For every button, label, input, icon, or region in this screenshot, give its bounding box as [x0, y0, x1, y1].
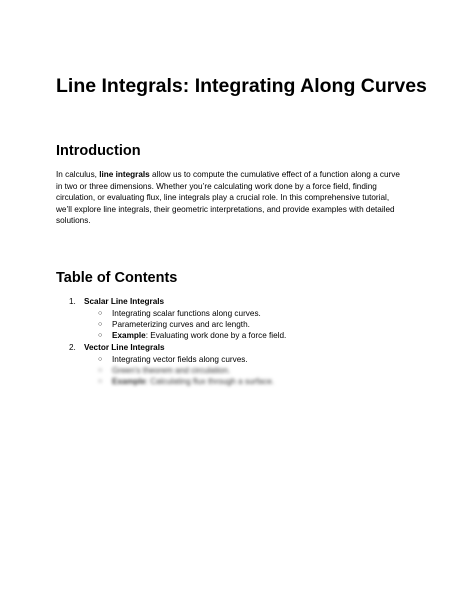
paragraph-line: solutions.: [56, 216, 91, 226]
toc-item-number: 1.: [69, 297, 76, 306]
toc-subitem-text: Parameterizing curves and arc length.: [112, 320, 250, 329]
introduction-paragraph: [56, 169, 426, 227]
hollow-bullet-icon: ○: [98, 356, 103, 363]
hollow-bullet-icon: ○: [98, 378, 103, 385]
toc-item-number: 2.: [69, 343, 76, 352]
toc-subitem-text: Integrating vector fields along curves.: [112, 355, 248, 364]
toc-item-title: Vector Line Integrals: [84, 343, 165, 352]
toc-subitem-text: Example: Evaluating work done by a force field.: [112, 331, 287, 340]
toc-subitem-text: Integrating scalar functions along curves.: [112, 309, 261, 318]
toc-subitem-text: Example: Calculating flux through a surface.: [112, 377, 275, 386]
bold-term: line integrals: [99, 170, 150, 179]
paragraph-line: circulation, or evaluating flux, line integrals play a crucial role. In this comprehensive tutorial,: [56, 193, 390, 203]
hollow-bullet-icon: ○: [98, 332, 103, 339]
introduction-heading: Introduction: [56, 143, 141, 159]
toc-heading: Table of Contents: [56, 270, 178, 286]
toc-item-title: Scalar Line Integrals: [84, 297, 165, 306]
toc-subitem-text: Green’s theorem and circulation.: [112, 366, 231, 375]
hollow-bullet-icon: ○: [98, 310, 103, 317]
paragraph-line: in two or three dimensions. Whether you’re calculating work done by a force field, finding: [56, 181, 377, 191]
paragraph-line: we’ll explore line integrals, their geometric interpretations, and provide examples with detailed: [56, 204, 395, 214]
paragraph-line: In calculus, line integrals allow us to compute the cumulative effect of a function along a curve: [56, 170, 400, 179]
hollow-bullet-icon: ○: [98, 321, 103, 328]
hollow-bullet-icon: ○: [98, 367, 103, 374]
page-title: Line Integrals: Integrating Along Curves: [56, 75, 427, 97]
